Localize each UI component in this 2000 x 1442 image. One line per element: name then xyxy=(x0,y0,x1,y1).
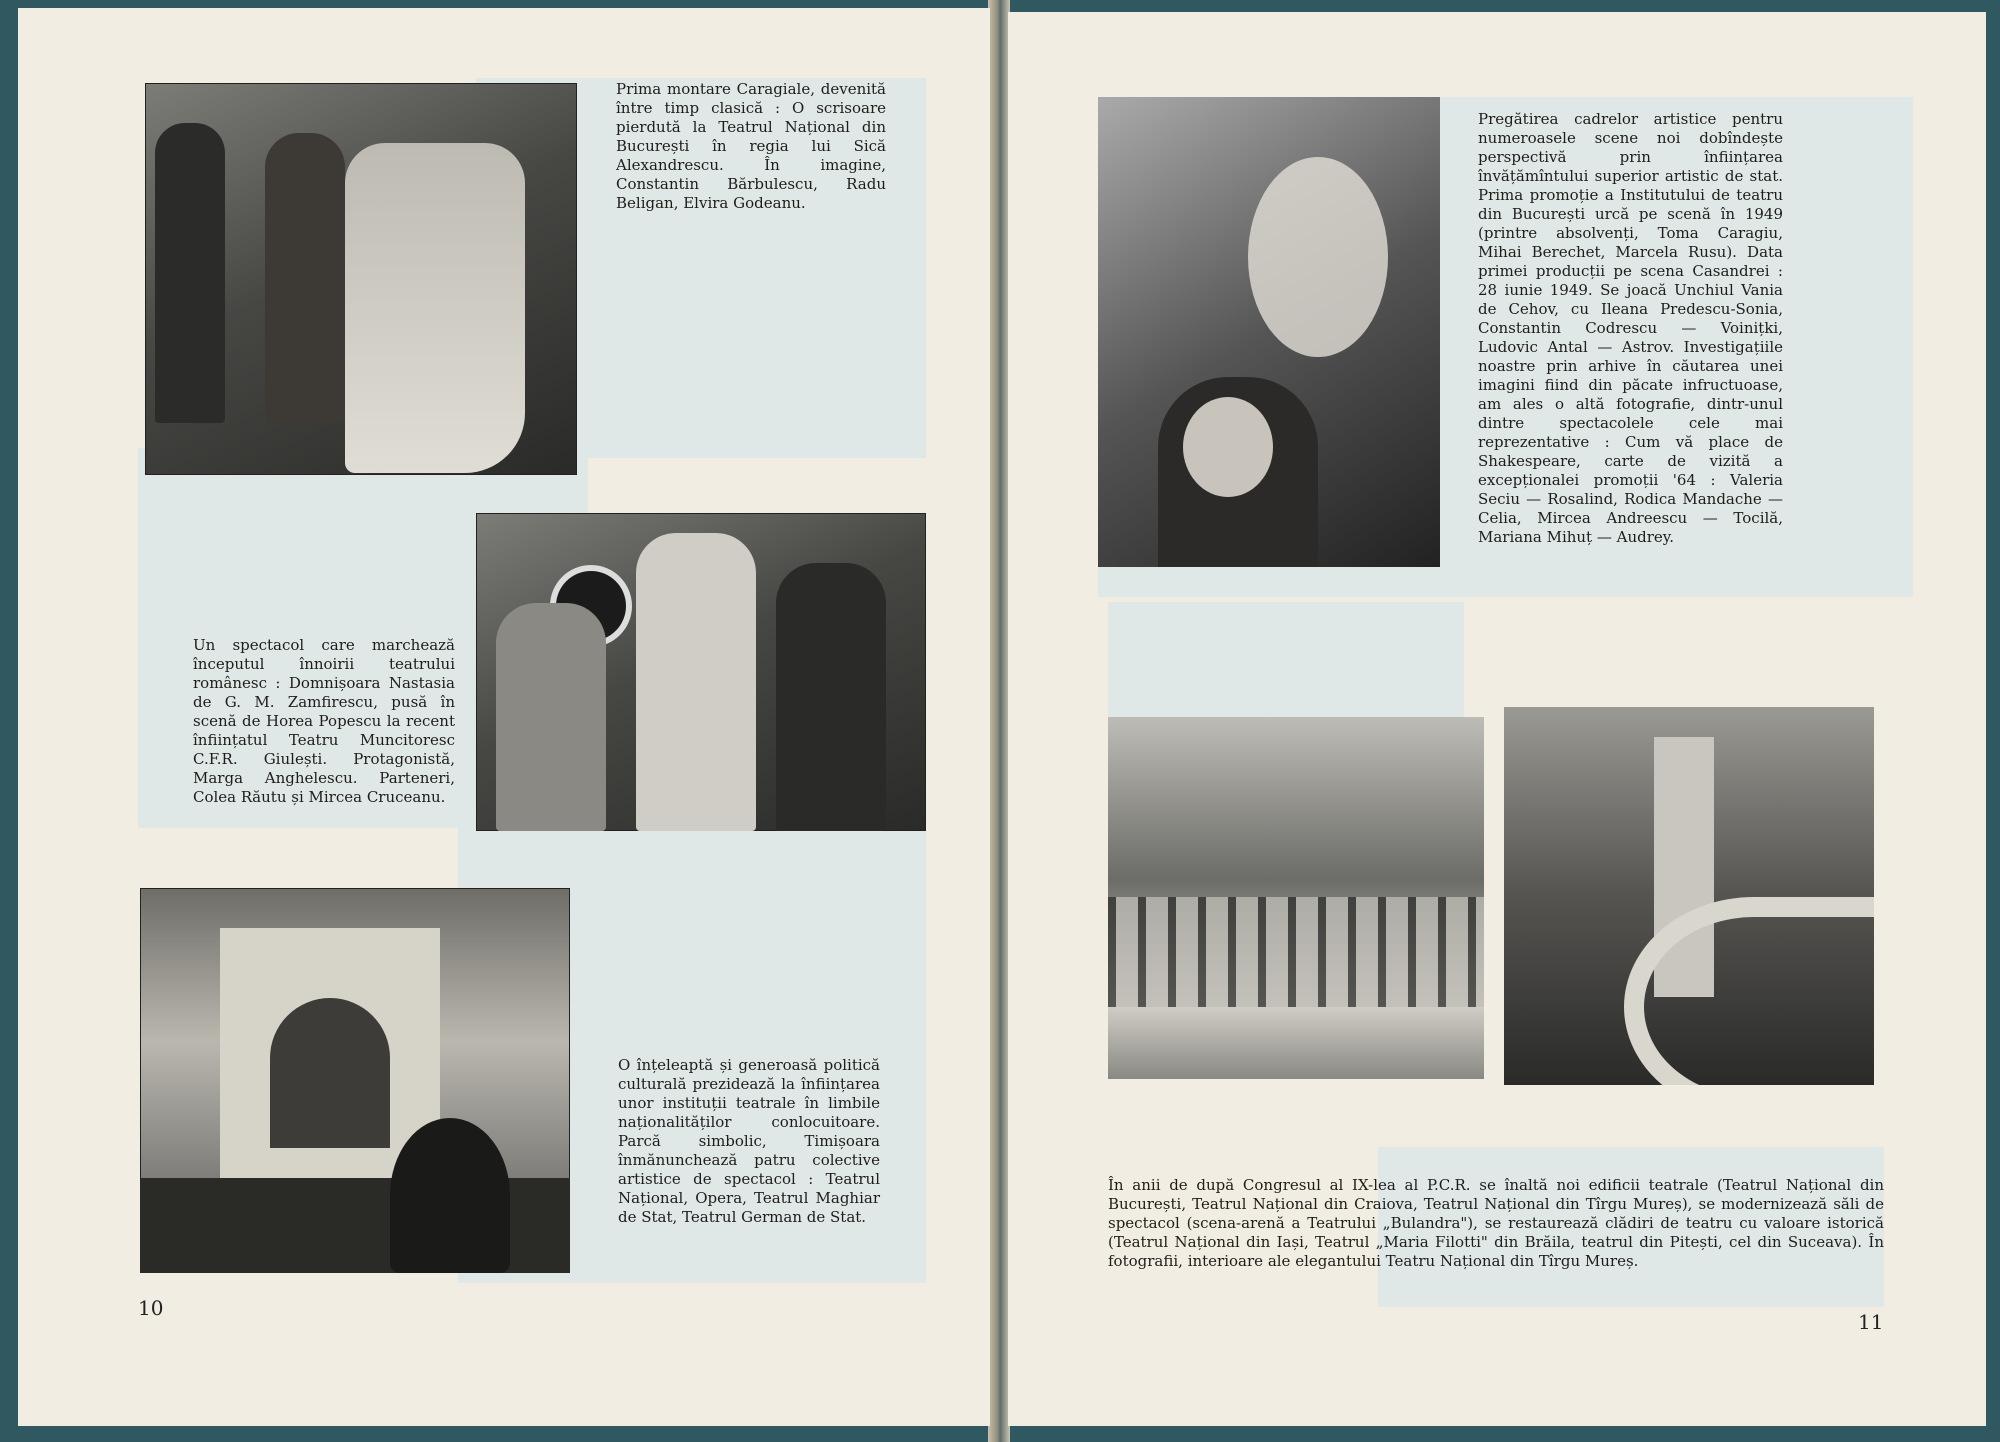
page-right xyxy=(1008,12,1986,1426)
page-left xyxy=(18,8,990,1426)
page-number: 11 xyxy=(1858,1310,1884,1334)
photo-cum-va-place xyxy=(1098,97,1440,567)
book-spine xyxy=(988,0,1010,1442)
caption-timisoara: O înțeleaptă și generoasă politică culturală prezidează la înființarea unor instituții teatrale în limbile naționalităților conlocuitoare. Parcă simbolic, Timișoara înmănunchează patru colective artistice de spectacol : Teatrul Național, Opera, Teatrul Maghiar de Stat, Teatrul German de Stat. xyxy=(618,1056,880,1226)
tint-panel xyxy=(1108,602,1464,722)
caption-nastasia: Un spectacol care marchează începutul înnoirii teatrului românesc : Domnișoara Nastasia de G. M. Zamfirescu, pusă în scenă de Horea Popescu la recent înființatul Teatru Muncitoresc C.F.R. Giulești. Protagonistă, Marga Anghelescu. Parteneri, Colea Răutu și Mircea Cruceanu. xyxy=(193,636,455,806)
photo-domnisoara-nastasia xyxy=(476,513,926,831)
page-number: 10 xyxy=(138,1296,164,1320)
caption-scrisoare: Prima montare Caragiale, devenită între timp clasică : O scrisoare pierdută la Teatrul Național din București în regia lui Sică Alexandrescu. În imagine, Constantin Bărbulescu, Radu Beligan, Elvira Godeanu. xyxy=(616,80,886,212)
photo-interior-hall xyxy=(1108,717,1484,1079)
photo-interior-staircase xyxy=(1504,707,1874,1085)
photo-scrisoare-pierduta xyxy=(145,83,577,475)
photo-timisoara-theatre xyxy=(140,888,570,1273)
caption-institut: Pregătirea cadrelor artistice pentru numeroasele scene noi dobîndește perspectivă prin înființarea învățămîntului superior artistic de stat. Prima promoție a Institutului de teatru din București urcă pe scenă în 1949 (printre absolvenți, Toma Caragiu, Mihai Berechet, Marcela Rusu). Data primei producții pe scena Casandrei : 28 iunie 1949. Se joacă Unchiul Vania de Cehov, cu Ileana Predescu-Sonia, Constantin Codrescu — Voinițki, Ludovic Antal — Astrov. Investigațiile noastre prin arhive în căutarea unei imagini fiind din păcate infructuoase, am ales o altă fotografie, dintr-unul dintre spectacolele cele mai reprezentative : Cum vă place de Shakespeare, carte de vizită a excepționalei promoții '64 : Valeria Seciu — Rosalind, Rodica Mandache — Celia, Mircea Andreescu — Tocilă, Mariana Mihuț — Audrey. xyxy=(1478,110,1783,546)
caption-congres: În anii de după Congresul al IX-lea al P.C.R. se înaltă noi edificii teatrale (Teatrul Național din București, Teatrul Național din Craiova, Teatrul Național din Tîrgu Mureș), se modernizează săli de spectacol (scena-arenă a Teatrului „Bulandra"), se restaurează clădiri de teatru cu valoare istorică (Teatrul Național din Iași, Teatrul „Maria Filotti" din Brăila, teatrul din Pitești, cel din Suceava). În fotografii, interioare ale elegantului Teatru Național din Tîrgu Mureș. xyxy=(1108,1176,1884,1270)
